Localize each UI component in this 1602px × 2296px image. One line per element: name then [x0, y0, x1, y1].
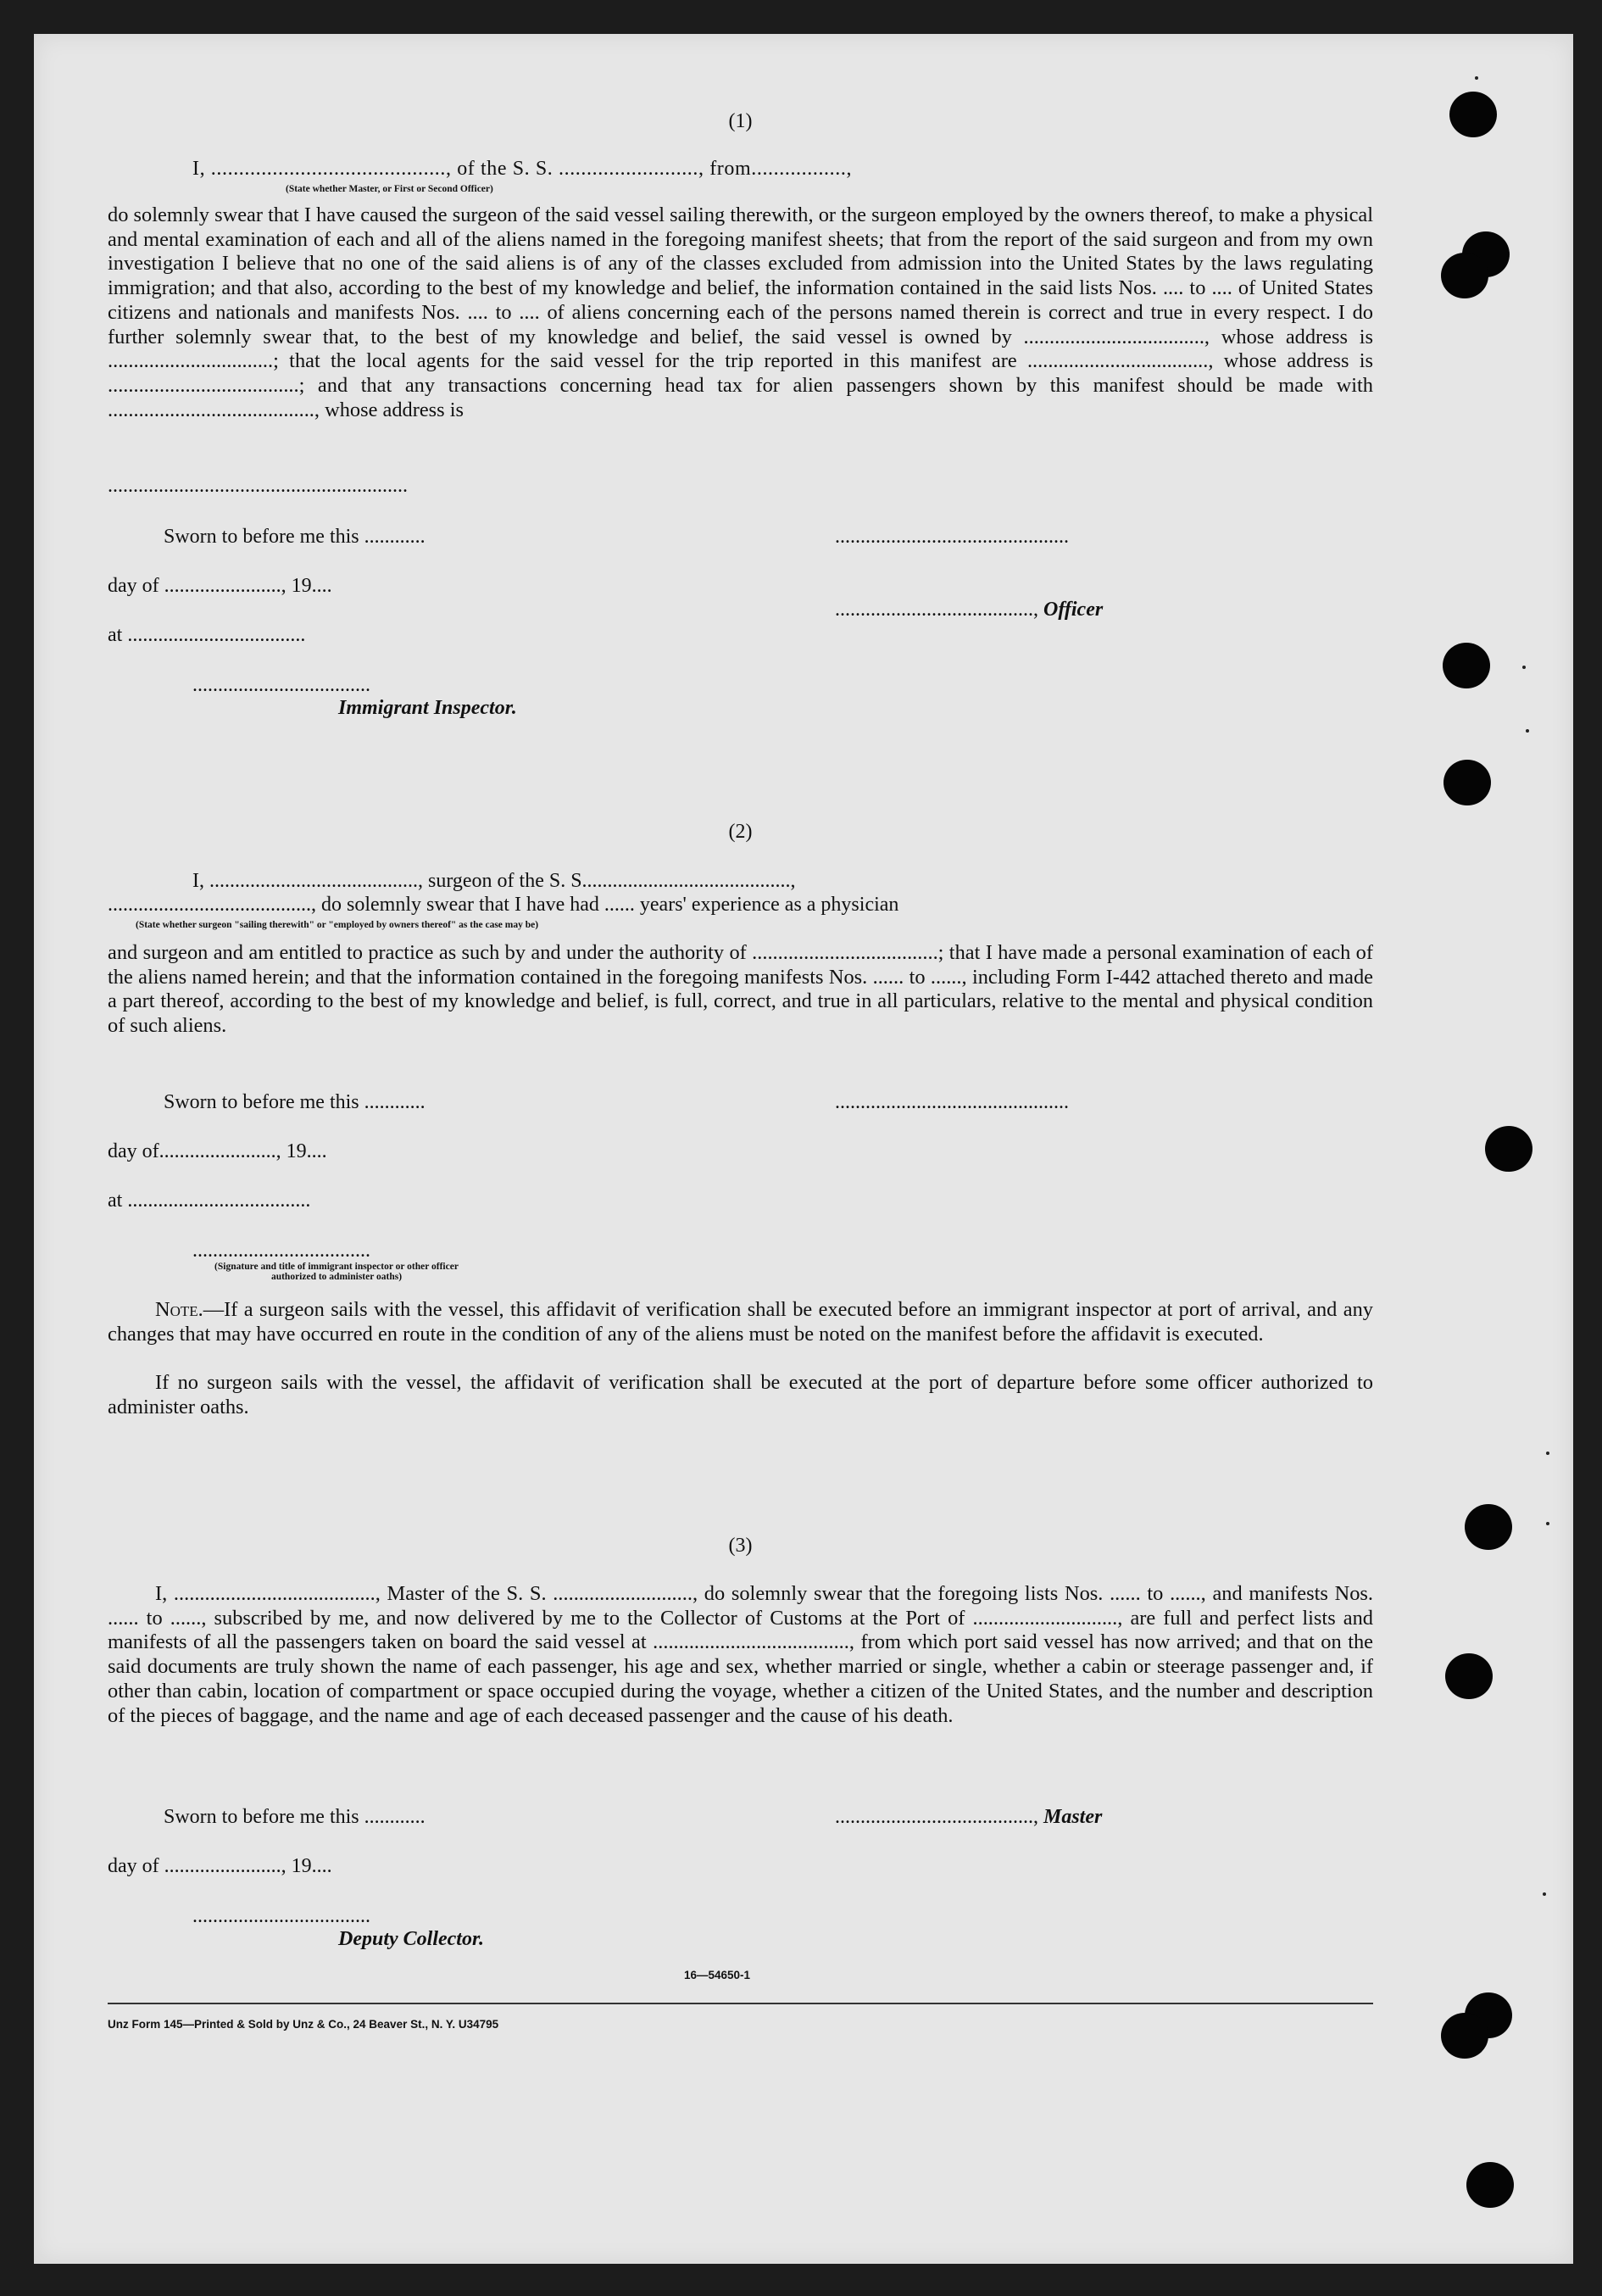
binder-hole — [1449, 92, 1497, 137]
footer-rule — [108, 2003, 1373, 2004]
sworn-line-2: Sworn to before me this ............ — [164, 1091, 426, 1113]
binder-hole — [1441, 2013, 1488, 2059]
binder-hole — [1466, 2162, 1514, 2208]
sworn-line-3: Sworn to before me this ............ — [164, 1806, 426, 1828]
master-label: Master — [1043, 1806, 1103, 1828]
surgeon-hint: (State whether surgeon "sailing therewith" or "employed by owners thereof" as the case may be) — [136, 920, 539, 930]
surgeon-oath-body: and surgeon and am entitled to practice as such by and under the authority of ....................................; that I have made a personal examination of each of the aliens named herein; and that the information contained in the foregoing manifests Nos. ...... to ......, including Form I-442 attached thereto and made a part thereof, according to the best of my knowledge and belief, is full, correct, and true in all particulars, relative to the mental and physical condition of such aliens. — [108, 941, 1373, 1038]
note-text-1: —If a surgeon sails with the vessel, this affidavit of verification shall be executed before an immigrant inspector at port of arrival, and any changes that may have occurred en route in the condition of any of the aliens must be noted on the manifest before the affidavit is executed. — [108, 1298, 1373, 1346]
printer-footer: Unz Form 145—Printed & Sold by Unz & Co., 24 Beaver St., N. Y. U34795 — [108, 2018, 499, 2031]
master-signature-line — [835, 1806, 1102, 1829]
officer-label: Officer — [1043, 599, 1104, 621]
officer-hint: (State whether Master, or First or Second Officer) — [286, 184, 493, 194]
at-line-1: at ................................... — [108, 624, 306, 646]
binder-hole — [1465, 1504, 1512, 1550]
note-label: Note. — [155, 1298, 203, 1321]
binder-hole — [1443, 760, 1491, 805]
sig-inspector-hint: (Signature and title of immigrant inspector or other officer authorized to administer oaths) — [214, 1262, 459, 1282]
inspector-dots-1: ................................... — [192, 674, 370, 696]
day-of-line-2: day of......................., 19.... — [108, 1140, 327, 1162]
signature-dots-2: .............................................. — [835, 1091, 1069, 1113]
master-dots: ......................................., — [835, 1806, 1043, 1828]
note-paragraph-1 — [108, 1298, 1373, 1346]
at-line-2: at .................................... — [108, 1190, 311, 1212]
day-of-line-3: day of ......................., 19.... — [108, 1855, 332, 1877]
officer-signature-line — [835, 599, 1103, 621]
speck — [1546, 1522, 1549, 1525]
section-number-3: (3) — [728, 1535, 753, 1557]
surgeon-oath-line2: ........................................, do solemnly swear that I have had ...... years' experience as a physician — [108, 894, 899, 916]
master-oath-first-line: I, .........................................., of the S. S. ........................., from................., — [192, 158, 853, 180]
binder-hole — [1445, 1653, 1493, 1699]
inspector-dots-2: ................................... — [192, 1240, 370, 1262]
trailing-dots: ........................................................... — [108, 475, 408, 497]
form-number: 16—54650-1 — [684, 1969, 751, 1981]
binder-hole — [1485, 1126, 1532, 1172]
section-number-1: (1) — [728, 110, 753, 132]
binder-hole — [1443, 643, 1490, 688]
speck — [1475, 76, 1478, 80]
deputy-dots: ................................... — [192, 1905, 370, 1927]
sworn-line-1: Sworn to before me this ............ — [164, 526, 426, 548]
speck — [1526, 729, 1529, 733]
note-paragraph-2: If no surgeon sails with the vessel, the affidavit of verification shall be executed at the port of departure before some officer authorized to administer oaths. — [108, 1371, 1373, 1418]
master-oath-body: do solemnly swear that I have caused the surgeon of the said vessel sailing therewith, or the surgeon employed by the owners thereof, to make a physical and mental examination of each and all of the aliens named in the foregoing manifest sheets; that from the report of the said surgeon and from my own investigation I believe that no one of the said aliens is of any of the classes excluded from admission into the United States by the laws regulating immigration; and that also, according to the best of my knowledge and belief, the information contained in the said lists Nos. .... to .... of United States citizens and nationals and manifests Nos. .... to .... of aliens concerning each of the persons named therein is correct and true in every respect. I do further solemnly swear that, to the best of my knowledge and belief, the said vessel is owned by ..................................., whose address is ................................; that the local agents for the said vessel for the trip reported in this manifest are ..................................., whose address is .....................................; and that any transactions concerning head tax for alien passengers shown by this manifest should be made with ........................................, whose address is — [108, 203, 1373, 421]
binder-hole — [1441, 253, 1488, 298]
day-of-line-1: day of ......................., 19.... — [108, 575, 332, 597]
speck — [1546, 1452, 1549, 1455]
surgeon-oath-line1: I, ........................................., surgeon of the S. S........................................., — [192, 870, 796, 892]
deputy-collector-label: Deputy Collector. — [338, 1928, 484, 1950]
speck — [1543, 1892, 1546, 1896]
master-declaration-body: I, ......................................., Master of the S. S. ..........................., do solemnly swear that the foregoing lists Nos. ...... to ......, and manifests Nos. ...... to ......, subscribed by me, and now delivered by me to the Collector of Customs at the Port of ............................, are full and perfect lists and manifests of all the passengers taken on board the said vessel at ......................................, from which port said vessel has now arrived; and that on the said documents are truly shown the name of each passenger, his age and sex, whether married or single, whether a cabin or steerage passenger and, if other than cabin, location of compartment or space occupied during the voyage, whether a citizen of the United States, and the number and description of the pieces of baggage, and the name and age of each deceased passenger and the cause of his death. — [108, 1582, 1373, 1727]
form-text-area — [108, 0, 1373, 2296]
officer-dots: ......................................., — [835, 599, 1043, 621]
immigrant-inspector-label: Immigrant Inspector. — [338, 697, 517, 719]
signature-dots-1: .............................................. — [835, 526, 1069, 548]
section-number-2: (2) — [728, 821, 753, 843]
speck — [1522, 666, 1526, 669]
